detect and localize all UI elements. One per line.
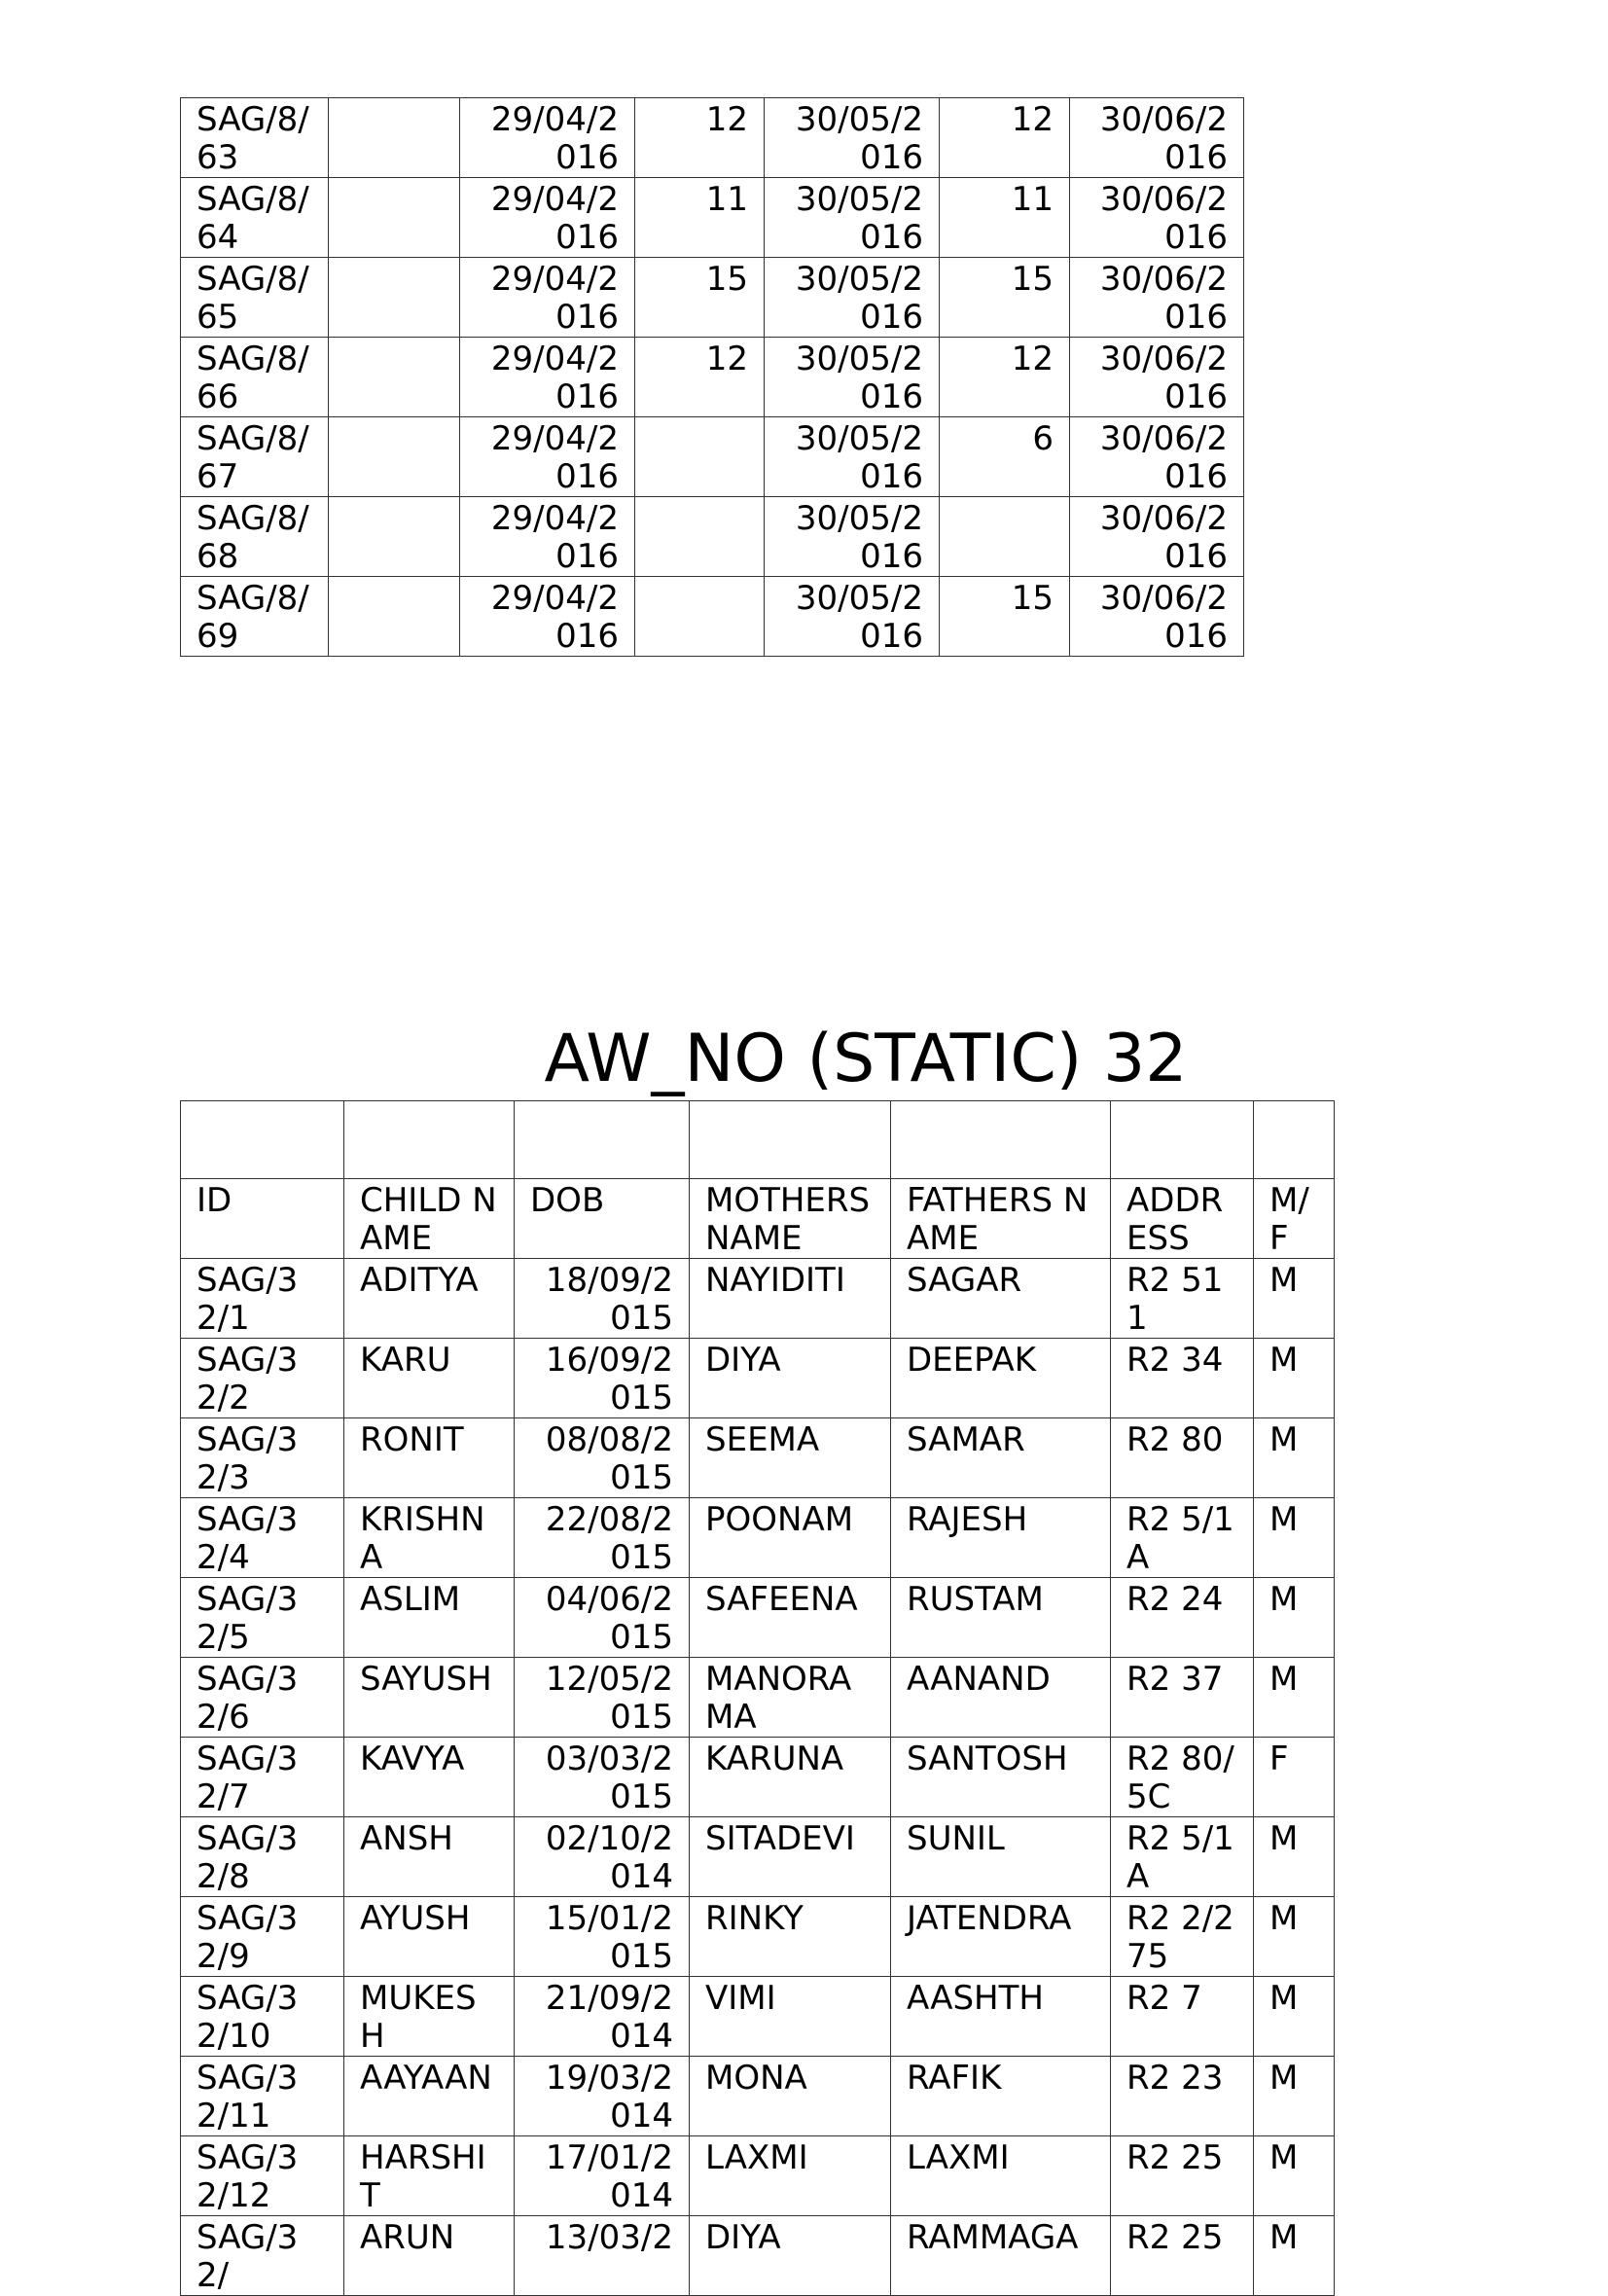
cell-id: SAG/32/4 bbox=[181, 1498, 344, 1578]
cell-dob: 18/09/2015 bbox=[515, 1259, 690, 1339]
cell-count-1: 12 bbox=[635, 338, 765, 417]
table-row bbox=[181, 2216, 1335, 2296]
cell-address: R2 34 bbox=[1111, 1339, 1254, 1418]
table-row bbox=[181, 577, 1244, 657]
cell-fathers-name: AASHTH bbox=[891, 1977, 1111, 2057]
cell-date-1: 29/04/2016 bbox=[460, 258, 635, 338]
cell-id: SAG/32/9 bbox=[181, 1897, 344, 1977]
cell-mothers-name: SITADEVI bbox=[690, 1817, 891, 1897]
cell-sex: M bbox=[1254, 1817, 1335, 1897]
cell-id: SAG/8/65 bbox=[181, 258, 329, 338]
cell-address: R2 5/1A bbox=[1111, 1817, 1254, 1897]
cell-count-2: 15 bbox=[940, 258, 1070, 338]
cell-mothers-name: MANORAMA bbox=[690, 1658, 891, 1738]
table-row bbox=[181, 1897, 1335, 1977]
header-mothers-name: MOTHERS NAME bbox=[690, 1179, 891, 1259]
cell-date-2: 30/05/2016 bbox=[765, 178, 940, 258]
table-row bbox=[181, 1259, 1335, 1339]
attendance-table bbox=[180, 97, 1244, 657]
cell-fathers-name: DEEPAK bbox=[891, 1339, 1111, 1418]
cell-date-3: 30/06/2016 bbox=[1070, 98, 1244, 178]
cell-count-1: 11 bbox=[635, 178, 765, 258]
cell-address: R2 25 bbox=[1111, 2216, 1254, 2296]
cell-child-name: KARU bbox=[344, 1339, 515, 1418]
section-title: AW_NO (STATIC) 32 bbox=[544, 1021, 1188, 1097]
cell-dob: 17/01/2014 bbox=[515, 2136, 690, 2216]
table-row bbox=[181, 178, 1244, 258]
table-row bbox=[181, 258, 1244, 338]
cell-mothers-name: SAFEENA bbox=[690, 1578, 891, 1658]
table-row bbox=[181, 1418, 1335, 1498]
cell-count-1: 12 bbox=[635, 98, 765, 178]
cell-fathers-name: SAMAR bbox=[891, 1418, 1111, 1498]
cell-address: R2 7 bbox=[1111, 1977, 1254, 2057]
cell-dob: 19/03/2014 bbox=[515, 2057, 690, 2136]
cell-child-name: AYUSH bbox=[344, 1897, 515, 1977]
table-row bbox=[181, 1578, 1335, 1658]
blank-cell bbox=[181, 1101, 344, 1179]
cell-mothers-name: SEEMA bbox=[690, 1418, 891, 1498]
cell-child-name: MUKESH bbox=[344, 1977, 515, 2057]
header-child-name: CHILD NAME bbox=[344, 1179, 515, 1259]
cell-sex: M bbox=[1254, 1977, 1335, 2057]
cell-dob: 15/01/2015 bbox=[515, 1897, 690, 1977]
cell-sex: M bbox=[1254, 1897, 1335, 1977]
cell-mothers-name: DIYA bbox=[690, 1339, 891, 1418]
cell-sex: M bbox=[1254, 2216, 1335, 2296]
cell-address: R2 511 bbox=[1111, 1259, 1254, 1339]
cell-count-1 bbox=[635, 577, 765, 657]
cell-date-2: 30/05/2016 bbox=[765, 417, 940, 497]
cell-dob: 02/10/2014 bbox=[515, 1817, 690, 1897]
blank-cell bbox=[344, 1101, 515, 1179]
cell-fathers-name: SAGAR bbox=[891, 1259, 1111, 1339]
cell-sex: M bbox=[1254, 1418, 1335, 1498]
table-row bbox=[181, 98, 1244, 178]
cell-address: R2 2/275 bbox=[1111, 1897, 1254, 1977]
cell-date-1: 29/04/2016 bbox=[460, 417, 635, 497]
cell-dob: 04/06/2015 bbox=[515, 1578, 690, 1658]
cell-blank bbox=[329, 497, 460, 577]
cell-id: SAG/32/3 bbox=[181, 1418, 344, 1498]
cell-id: SAG/8/68 bbox=[181, 497, 329, 577]
table-row bbox=[181, 1977, 1335, 2057]
cell-child-name: ANSH bbox=[344, 1817, 515, 1897]
cell-count-2: 12 bbox=[940, 98, 1070, 178]
table-row bbox=[181, 1339, 1335, 1418]
cell-address: R2 23 bbox=[1111, 2057, 1254, 2136]
child-register-body bbox=[181, 1101, 1335, 2296]
cell-count-1: 15 bbox=[635, 258, 765, 338]
cell-date-3: 30/06/2016 bbox=[1070, 258, 1244, 338]
header-sex: M/F bbox=[1254, 1179, 1335, 1259]
child-register-table bbox=[180, 1100, 1335, 2296]
cell-fathers-name: RAJESH bbox=[891, 1498, 1111, 1578]
cell-sex: M bbox=[1254, 1259, 1335, 1339]
cell-blank bbox=[329, 417, 460, 497]
cell-fathers-name: SUNIL bbox=[891, 1817, 1111, 1897]
table-row bbox=[181, 1658, 1335, 1738]
cell-address: R2 80/5C bbox=[1111, 1738, 1254, 1817]
cell-blank bbox=[329, 338, 460, 417]
cell-date-3: 30/06/2016 bbox=[1070, 417, 1244, 497]
blank-cell bbox=[891, 1101, 1111, 1179]
cell-blank bbox=[329, 577, 460, 657]
cell-mothers-name: VIMI bbox=[690, 1977, 891, 2057]
blank-row bbox=[181, 1101, 1335, 1179]
cell-sex: M bbox=[1254, 1658, 1335, 1738]
cell-mothers-name: NAYIDITI bbox=[690, 1259, 891, 1339]
header-address: ADDRESS bbox=[1111, 1179, 1254, 1259]
table-row bbox=[181, 497, 1244, 577]
cell-date-3: 30/06/2016 bbox=[1070, 178, 1244, 258]
cell-child-name: HARSHIT bbox=[344, 2136, 515, 2216]
cell-date-2: 30/05/2016 bbox=[765, 98, 940, 178]
cell-id: SAG/32/ bbox=[181, 2216, 344, 2296]
cell-count-2 bbox=[940, 497, 1070, 577]
cell-id: SAG/32/8 bbox=[181, 1817, 344, 1897]
cell-child-name: ASLIM bbox=[344, 1578, 515, 1658]
table-row bbox=[181, 338, 1244, 417]
cell-date-1: 29/04/2016 bbox=[460, 338, 635, 417]
cell-count-2: 6 bbox=[940, 417, 1070, 497]
cell-id: SAG/8/69 bbox=[181, 577, 329, 657]
cell-date-1: 29/04/2016 bbox=[460, 497, 635, 577]
cell-id: SAG/32/6 bbox=[181, 1658, 344, 1738]
table-row bbox=[181, 2057, 1335, 2136]
cell-id: SAG/8/67 bbox=[181, 417, 329, 497]
cell-id: SAG/32/1 bbox=[181, 1259, 344, 1339]
cell-child-name: SAYUSH bbox=[344, 1658, 515, 1738]
blank-cell bbox=[690, 1101, 891, 1179]
header-dob: DOB bbox=[515, 1179, 690, 1259]
cell-date-1: 29/04/2016 bbox=[460, 577, 635, 657]
cell-count-2: 11 bbox=[940, 178, 1070, 258]
cell-date-3: 30/06/2016 bbox=[1070, 338, 1244, 417]
cell-id: SAG/8/63 bbox=[181, 98, 329, 178]
blank-cell bbox=[515, 1101, 690, 1179]
cell-dob: 22/08/2015 bbox=[515, 1498, 690, 1578]
cell-fathers-name: SANTOSH bbox=[891, 1738, 1111, 1817]
cell-child-name: ADITYA bbox=[344, 1259, 515, 1339]
header-fathers-name: FATHERS NAME bbox=[891, 1179, 1111, 1259]
cell-blank bbox=[329, 178, 460, 258]
cell-address: R2 80 bbox=[1111, 1418, 1254, 1498]
cell-sex: M bbox=[1254, 1339, 1335, 1418]
cell-id: SAG/32/10 bbox=[181, 1977, 344, 2057]
cell-sex: M bbox=[1254, 2136, 1335, 2216]
cell-mothers-name: DIYA bbox=[690, 2216, 891, 2296]
cell-sex: M bbox=[1254, 2057, 1335, 2136]
cell-dob: 03/03/2015 bbox=[515, 1738, 690, 1817]
cell-address: R2 25 bbox=[1111, 2136, 1254, 2216]
cell-dob: 21/09/2014 bbox=[515, 1977, 690, 2057]
cell-count-2: 12 bbox=[940, 338, 1070, 417]
cell-count-2: 15 bbox=[940, 577, 1070, 657]
cell-date-3: 30/06/2016 bbox=[1070, 577, 1244, 657]
header-row bbox=[181, 1179, 1335, 1259]
cell-mothers-name: KARUNA bbox=[690, 1738, 891, 1817]
cell-child-name: KAVYA bbox=[344, 1738, 515, 1817]
cell-id: SAG/8/66 bbox=[181, 338, 329, 417]
table-row bbox=[181, 1817, 1335, 1897]
header-id: ID bbox=[181, 1179, 344, 1259]
cell-address: R2 5/1A bbox=[1111, 1498, 1254, 1578]
cell-fathers-name: LAXMI bbox=[891, 2136, 1111, 2216]
cell-date-2: 30/05/2016 bbox=[765, 497, 940, 577]
cell-date-1: 29/04/2016 bbox=[460, 98, 635, 178]
cell-id: SAG/32/5 bbox=[181, 1578, 344, 1658]
cell-child-name: KRISHNA bbox=[344, 1498, 515, 1578]
cell-date-3: 30/06/2016 bbox=[1070, 497, 1244, 577]
attendance-table-body bbox=[181, 98, 1244, 657]
cell-count-1 bbox=[635, 417, 765, 497]
cell-sex: F bbox=[1254, 1738, 1335, 1817]
cell-id: SAG/8/64 bbox=[181, 178, 329, 258]
cell-id: SAG/32/11 bbox=[181, 2057, 344, 2136]
cell-id: SAG/32/2 bbox=[181, 1339, 344, 1418]
cell-dob: 13/03/2 bbox=[515, 2216, 690, 2296]
cell-child-name: RONIT bbox=[344, 1418, 515, 1498]
cell-id: SAG/32/7 bbox=[181, 1738, 344, 1817]
table-row bbox=[181, 1738, 1335, 1817]
cell-sex: M bbox=[1254, 1498, 1335, 1578]
cell-dob: 16/09/2015 bbox=[515, 1339, 690, 1418]
cell-dob: 08/08/2015 bbox=[515, 1418, 690, 1498]
cell-child-name: AAYAAN bbox=[344, 2057, 515, 2136]
cell-date-1: 29/04/2016 bbox=[460, 178, 635, 258]
cell-dob: 12/05/2015 bbox=[515, 1658, 690, 1738]
cell-mothers-name: RINKY bbox=[690, 1897, 891, 1977]
cell-mothers-name: MONA bbox=[690, 2057, 891, 2136]
cell-mothers-name: LAXMI bbox=[690, 2136, 891, 2216]
cell-mothers-name: POONAM bbox=[690, 1498, 891, 1578]
cell-address: R2 37 bbox=[1111, 1658, 1254, 1738]
cell-blank bbox=[329, 98, 460, 178]
cell-sex: M bbox=[1254, 1578, 1335, 1658]
blank-cell bbox=[1111, 1101, 1254, 1179]
blank-cell bbox=[1254, 1101, 1335, 1179]
table-row bbox=[181, 417, 1244, 497]
cell-count-1 bbox=[635, 497, 765, 577]
cell-date-2: 30/05/2016 bbox=[765, 258, 940, 338]
cell-fathers-name: RUSTAM bbox=[891, 1578, 1111, 1658]
cell-date-2: 30/05/2016 bbox=[765, 338, 940, 417]
table-row bbox=[181, 1498, 1335, 1578]
cell-fathers-name: RAMMAGA bbox=[891, 2216, 1111, 2296]
cell-child-name: ARUN bbox=[344, 2216, 515, 2296]
cell-fathers-name: RAFIK bbox=[891, 2057, 1111, 2136]
cell-date-2: 30/05/2016 bbox=[765, 577, 940, 657]
cell-fathers-name: JATENDRA bbox=[891, 1897, 1111, 1977]
cell-id: SAG/32/12 bbox=[181, 2136, 344, 2216]
cell-address: R2 24 bbox=[1111, 1578, 1254, 1658]
cell-blank bbox=[329, 258, 460, 338]
cell-fathers-name: AANAND bbox=[891, 1658, 1111, 1738]
table-row bbox=[181, 2136, 1335, 2216]
